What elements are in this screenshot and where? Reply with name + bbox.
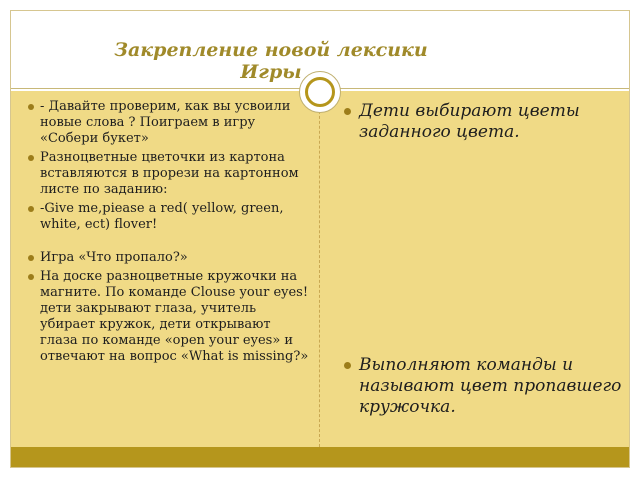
bullet-icon: [28, 274, 34, 280]
list-item-text: Игра «Что пропало?»: [40, 250, 188, 265]
list-item: [344, 101, 614, 143]
spacer: [28, 236, 310, 250]
right-column: [344, 101, 622, 417]
list-item-text: - Давайте проверим, как вы усвоили новые слова ? Поиграем в игру «Собери букет»: [40, 99, 291, 146]
bullet-icon: [28, 206, 34, 212]
slide-title: [11, 39, 531, 83]
list-item-text: -Give me,pieasе a red( yellow, green, white, ect) flover!: [40, 201, 284, 232]
list-item: [28, 250, 310, 266]
bullet-icon: [28, 255, 34, 261]
title-line-1: Закрепление новой лексики: [114, 39, 428, 61]
left-column: [28, 99, 310, 368]
column-divider: [319, 91, 320, 447]
list-item: [28, 269, 310, 365]
bullet-icon: [344, 108, 351, 115]
list-item-text: Дети выбирают цветы заданного цвета.: [359, 101, 580, 142]
bullet-icon: [28, 104, 34, 110]
list-item-text: Разноцветные цветочки из картона вставляются в прорези на картонном листе по заданию:: [40, 150, 299, 197]
title-line-2: Игры: [240, 61, 302, 83]
list-item-text: На доске разноцветные кружочки на магните. По команде Clouse your eyes! дети закрывают глаза, учитель убирает кружок, дети открывают глаза по команде «open your eyes» и отвечают на вопрос «What is missing?»: [40, 269, 309, 364]
bullet-icon: [344, 362, 351, 369]
list-item-text: Выполняют команды и называют цвет пропавшего кружочка.: [359, 355, 622, 417]
bottom-bar: [11, 447, 629, 467]
list-item: [28, 99, 310, 147]
list-item: [28, 201, 310, 233]
list-item: [28, 150, 310, 198]
list-item: [344, 355, 629, 418]
bullet-icon: [28, 155, 34, 161]
